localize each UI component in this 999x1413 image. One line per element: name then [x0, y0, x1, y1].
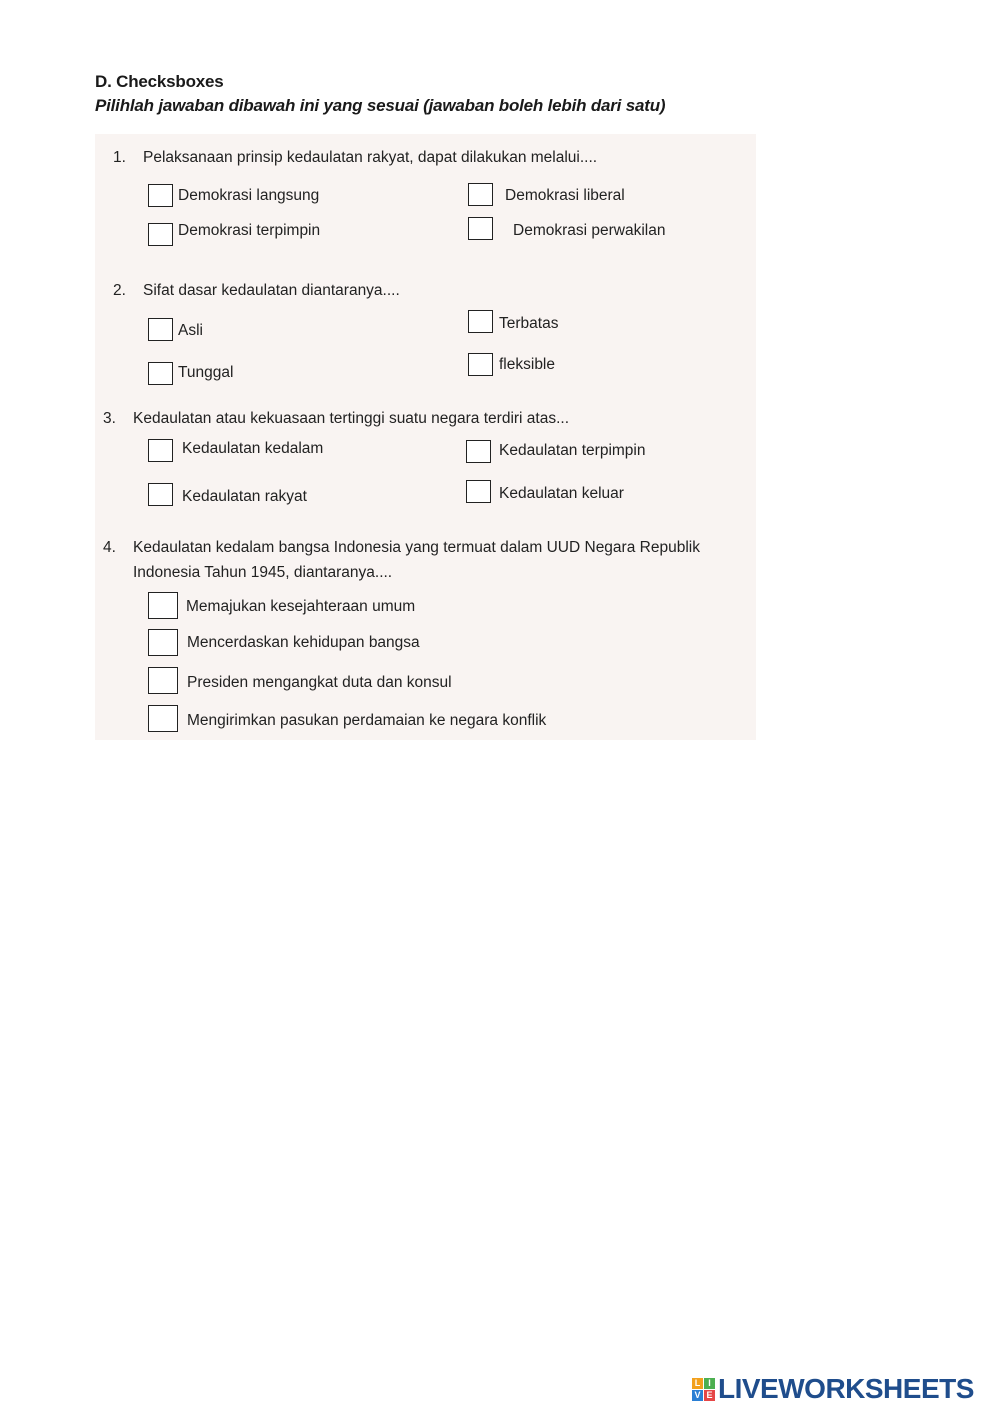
q4-option-2-label: Mencerdaskan kehidupan bangsa — [187, 634, 420, 651]
q4-option-1-label: Memajukan kesejahteraan umum — [186, 598, 416, 615]
liveworksheets-logo[interactable] — [692, 1373, 974, 1405]
logo-letter: E — [704, 1390, 715, 1401]
q4-option-4-label: Mengirimkan pasukan perdamaian ke negara konflik — [187, 712, 547, 729]
checkbox-q1-option-1[interactable] — [148, 184, 173, 207]
brand-name: LIVEWORKSHEETS — [718, 1373, 974, 1404]
q2-option-2-label: Terbatas — [499, 315, 559, 332]
checkbox-q4-option-2[interactable] — [148, 629, 178, 656]
logo-letter: V — [692, 1390, 703, 1401]
checkbox-q3-option-3[interactable] — [148, 483, 173, 506]
q2-option-4-label: fleksible — [499, 356, 555, 373]
checkbox-q2-option-3[interactable] — [148, 362, 173, 385]
checkbox-q1-option-2[interactable] — [468, 183, 493, 206]
liveworksheets-logo-icon — [692, 1378, 715, 1401]
q3-option-4-label: Kedaulatan keluar — [499, 485, 624, 502]
logo-letter: I — [704, 1378, 715, 1389]
checkbox-q3-option-4[interactable] — [466, 480, 491, 503]
q1-option-1-label: Demokrasi langsung — [178, 187, 320, 204]
question-1-number: 1. — [113, 149, 126, 166]
checkbox-q4-option-1[interactable] — [148, 592, 178, 619]
section-title: D. Checksboxes — [95, 72, 224, 91]
checkbox-q3-option-1[interactable] — [148, 439, 173, 462]
q2-option-1-label: Asli — [178, 322, 203, 339]
section-instruction: Pilihlah jawaban dibawah ini yang sesuai (jawaban boleh lebih dari satu) — [95, 96, 666, 115]
logo-letter: L — [692, 1378, 703, 1389]
q3-option-2-label: Kedaulatan terpimpin — [499, 442, 646, 459]
question-2-number: 2. — [113, 282, 126, 299]
checkbox-q2-option-1[interactable] — [148, 318, 173, 341]
checkbox-q1-option-3[interactable] — [148, 223, 173, 246]
checkbox-q4-option-3[interactable] — [148, 667, 178, 694]
q4-option-3-label: Presiden mengangkat duta dan konsul — [187, 674, 452, 691]
q1-option-4-label: Demokrasi perwakilan — [513, 222, 666, 239]
question-2-text: Sifat dasar kedaulatan diantaranya.... — [143, 282, 400, 299]
checkbox-q3-option-2[interactable] — [466, 440, 491, 463]
checkbox-q2-option-2[interactable] — [468, 310, 493, 333]
checkbox-q2-option-4[interactable] — [468, 353, 493, 376]
question-4-text-line1: Kedaulatan kedalam bangsa Indonesia yang termuat dalam UUD Negara Republik — [133, 539, 700, 556]
q3-option-1-label: Kedaulatan kedalam — [182, 440, 324, 457]
question-4-number: 4. — [103, 539, 116, 556]
q1-option-2-label: Demokrasi liberal — [505, 187, 625, 204]
q1-option-3-label: Demokrasi terpimpin — [178, 222, 321, 239]
checkbox-q1-option-4[interactable] — [468, 217, 493, 240]
question-4-text-line2: Indonesia Tahun 1945, diantaranya.... — [133, 564, 393, 581]
q2-option-3-label: Tunggal — [178, 364, 234, 381]
question-1-text: Pelaksanaan prinsip kedaulatan rakyat, dapat dilakukan melalui.... — [143, 149, 598, 166]
q3-option-3-label: Kedaulatan rakyat — [182, 488, 307, 505]
checkbox-q4-option-4[interactable] — [148, 705, 178, 732]
question-3-text: Kedaulatan atau kekuasaan tertinggi suatu negara terdiri atas... — [133, 410, 570, 427]
question-3-number: 3. — [103, 410, 116, 427]
